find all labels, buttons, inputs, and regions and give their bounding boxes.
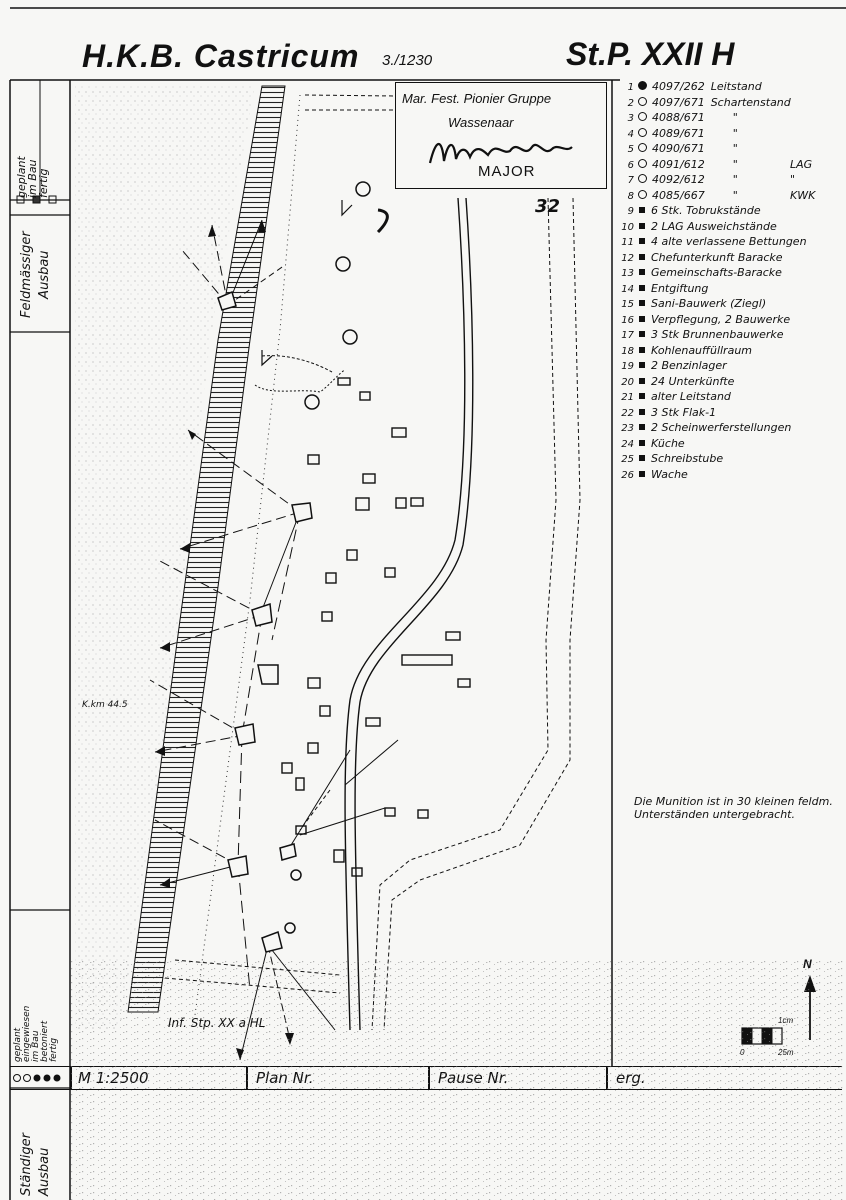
square-symbol-icon: [639, 362, 645, 368]
bunker-6: [280, 844, 296, 860]
legend-text: Kohlenauffüllraum: [651, 343, 753, 357]
legend-item: [620, 313, 790, 326]
strongpoint-title: St.P. XXII H: [566, 36, 735, 72]
legend-number: 26: [621, 469, 634, 481]
legend-text: 4090/671: [652, 142, 705, 155]
buildings: [282, 378, 470, 876]
side-label-planned: geplant: [15, 156, 28, 198]
legend-number: 3: [627, 113, 634, 124]
munition-note: Die Munition ist in 30 kleinen feldm. Unterständen untergebracht.: [634, 795, 833, 821]
legend-text: 4085/667: [652, 188, 705, 202]
bunker-4: [235, 724, 255, 745]
legend-extra-type: ": [790, 173, 796, 186]
legend-number: 18: [621, 345, 634, 357]
legend-text: 2 Benzinlager: [651, 359, 727, 372]
legend-text: 4097/262: [652, 80, 705, 93]
side-label-done: fertig: [37, 168, 50, 198]
legend-item: [620, 204, 761, 217]
legend-text: Verpflegung, 2 Bauwerke: [651, 312, 791, 326]
searchlight-23-mid: [262, 350, 272, 365]
bunker-5: [228, 856, 248, 877]
legend-number: 19: [621, 361, 634, 372]
legend-number: 24: [621, 438, 634, 450]
legend-extra: ": [732, 126, 738, 140]
legend-item: [620, 142, 738, 155]
legend-number: 16: [621, 314, 634, 326]
legend-text: 2 Scheinwerferstellungen: [651, 421, 792, 434]
legend-number: 12: [621, 252, 634, 264]
legend-item: [620, 220, 777, 233]
legend-item: [620, 111, 738, 124]
circle-symbol-icon: [638, 143, 647, 152]
legend-text: Chefunterkunft Baracke: [651, 250, 783, 264]
legend-text: 6 Stk. Tobrukstände: [651, 204, 761, 217]
circle-symbol-icon: [638, 128, 647, 137]
legend-number: 9: [627, 206, 634, 217]
old-emplacements: [285, 182, 387, 933]
square-symbol-icon: [639, 393, 645, 399]
legend-number: 7: [627, 175, 634, 186]
searchlight-cable: [262, 356, 332, 372]
side-label-2-planned: geplant: [13, 1027, 23, 1062]
legend-text: alter Leitstand: [651, 390, 731, 403]
legend-number: 20: [621, 376, 634, 388]
circle-symbol-icon: [638, 97, 647, 106]
legend-number: 4: [627, 128, 634, 140]
side-label-permanent: Ständiger: [19, 1132, 34, 1196]
legend-text: 2 LAG Ausweichstände: [651, 219, 777, 233]
square-symbol-icon: [639, 471, 645, 477]
square-symbol-icon: [639, 254, 645, 260]
legend-extra: Schartenstand: [710, 95, 791, 109]
stamp-unit: Mar. Fest. Pionier Gruppe: [402, 91, 552, 106]
map-title: H.K.B. Castricum: [82, 38, 360, 74]
legend-number: 17: [621, 330, 634, 341]
bunker-1: [258, 665, 278, 684]
legend-item: [620, 344, 752, 357]
searchlight-23-top: [342, 200, 352, 215]
legend-text: 3 Stk Flak-1: [651, 405, 717, 419]
legend-number: 10: [621, 221, 634, 233]
legend-text: 4089/671: [652, 126, 705, 140]
square-symbol-icon: [639, 378, 645, 384]
side-label-2-done: fertig: [49, 1037, 59, 1062]
legend-item: [620, 359, 727, 372]
legend-text: 3 Stk Brunnenbauwerke: [651, 328, 784, 341]
square-symbol-icon: [639, 440, 645, 446]
legend-text: 4092/612: [652, 173, 705, 186]
legend-number: 2: [627, 97, 634, 109]
legend-item: [620, 282, 708, 295]
legend-item: [620, 437, 685, 450]
side-label-2-building: im Bau: [31, 1030, 41, 1062]
square-symbol-icon: [639, 455, 645, 461]
side-label-field-ausbau: Ausbau: [37, 250, 52, 299]
bunker-3: [252, 604, 272, 626]
legend-extra-type: KWK: [790, 188, 816, 202]
legend-number: 22: [621, 407, 634, 419]
legend-item: [620, 157, 813, 171]
legend-text: 4 alte verlassene Bettungen: [651, 235, 807, 248]
legend-number: 15: [621, 299, 634, 310]
square-symbol-icon: [639, 409, 645, 415]
square-symbol-icon: [639, 285, 645, 291]
square-symbol-icon: [639, 347, 645, 353]
legend-number: 13: [621, 268, 634, 279]
side-label-building: im Bau: [26, 159, 39, 198]
legend-extra: ": [732, 188, 738, 202]
bunker-2: [292, 503, 312, 522]
legend-number: 5: [627, 144, 634, 155]
legend-item: [620, 452, 723, 465]
bunker-8: [218, 292, 236, 310]
legend-item: [620, 328, 784, 341]
legend-number: 8: [627, 190, 634, 202]
legend-item: [620, 406, 716, 419]
circle-symbol-icon: [638, 112, 647, 121]
sheet-number: 3./1230: [382, 52, 433, 69]
legend-text: 24 Unterkünfte: [651, 374, 735, 388]
legend-text: 4088/671: [652, 111, 705, 124]
legend-number: 1: [627, 82, 634, 93]
side-label-field: Feldmässiger: [19, 231, 34, 318]
legend-item: [620, 266, 782, 279]
circle-symbol-icon: [638, 190, 647, 199]
km-marker-label: K.km 44.5: [82, 700, 128, 710]
legend-extra: ": [732, 111, 738, 124]
legend-extra: ": [732, 173, 738, 186]
legend-item: [620, 80, 762, 93]
legend-item: [620, 390, 731, 403]
legend-item: [620, 96, 791, 109]
legend-item: [620, 127, 738, 140]
legend-item: [620, 188, 816, 202]
square-symbol-icon: [639, 238, 645, 244]
legend-text: Entgiftung: [651, 281, 709, 295]
circle-symbol-icon: [638, 174, 647, 183]
legend-text: 4091/612: [652, 157, 705, 171]
legend-item: [620, 173, 796, 186]
legend-number: 14: [621, 283, 634, 295]
legend-item: [620, 468, 688, 481]
square-symbol-icon: [639, 269, 645, 275]
circle-symbol-icon: [638, 159, 647, 168]
side-label-2-concreted: betoniert: [40, 1020, 50, 1062]
legend-text: Küche: [651, 436, 685, 450]
legend-number: 21: [621, 392, 634, 403]
legend-item: [620, 297, 766, 310]
legend-item: [620, 421, 791, 434]
square-symbol-icon: [639, 300, 645, 306]
legend-item: [620, 251, 783, 264]
searchlight-path: [255, 370, 345, 392]
circle-symbol-icon: [638, 81, 647, 90]
paper-noise: [70, 960, 846, 1200]
legend-item: [620, 375, 734, 388]
square-symbol-icon: [639, 331, 645, 337]
legend-number: 6: [627, 159, 634, 171]
legend-extra: ": [732, 157, 738, 171]
bunker-7: [262, 932, 282, 952]
road-west-edge: [345, 198, 465, 1030]
legend-text: Wache: [651, 467, 688, 481]
stamp-location: Wassenaar: [448, 115, 514, 130]
legend-number: 11: [621, 237, 634, 248]
side-label-2-assigned: eingewiesen: [22, 1005, 32, 1062]
legend-extra-type: LAG: [790, 157, 813, 171]
square-symbol-icon: [639, 316, 645, 322]
road-east-edge: [355, 198, 473, 1030]
legend-extra: ": [732, 142, 738, 155]
legend-text: Gemeinschafts-Baracke: [651, 266, 782, 279]
square-symbol-icon: [639, 424, 645, 430]
legend-text: Schreibstube: [651, 452, 724, 465]
side-label-permanent-ausbau: Ausbau: [37, 1147, 52, 1196]
stamp-rank: MAJOR: [478, 163, 536, 180]
legend-item: [620, 235, 807, 248]
legend-extra: Leitstand: [710, 80, 762, 93]
square-symbol-icon: [639, 207, 645, 213]
legend-text: Sani-Bauwerk (Ziegl): [651, 297, 767, 310]
legend-number: 25: [621, 454, 634, 465]
legend-number: 23: [621, 423, 634, 434]
map-number: 32: [535, 196, 561, 217]
square-symbol-icon: [639, 223, 645, 229]
legend-text: 4097/671: [652, 95, 705, 109]
